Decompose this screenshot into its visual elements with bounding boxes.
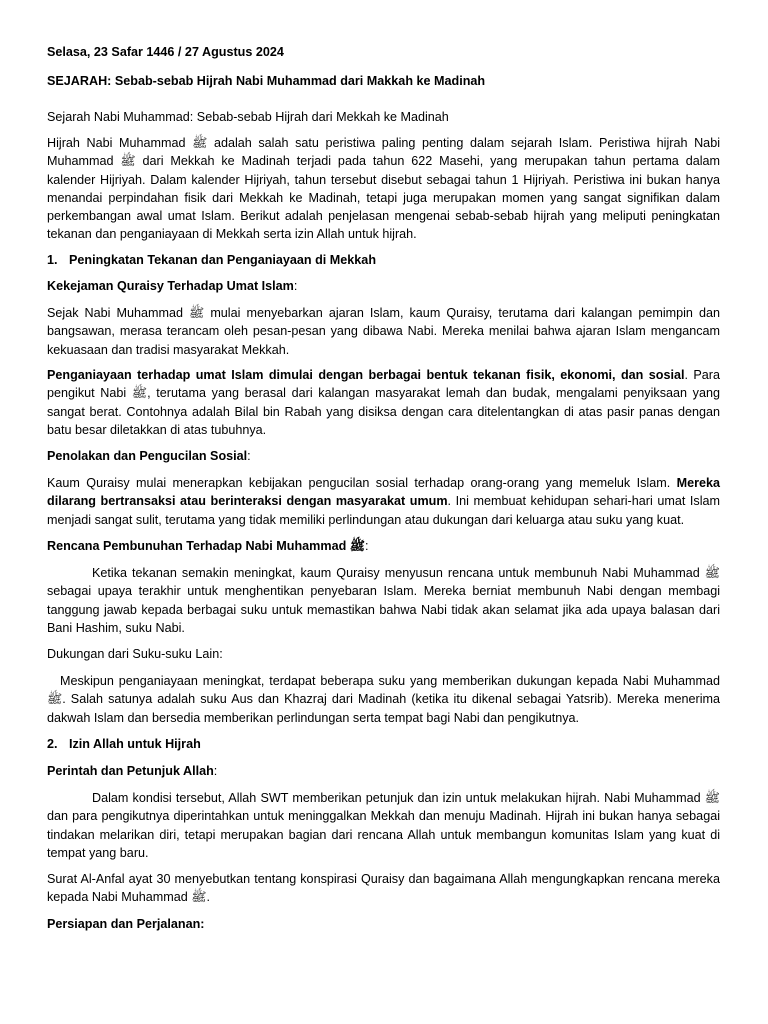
subheading-colon: : — [213, 764, 218, 778]
subheading-dukungan: Dukungan dari Suku-suku Lain: — [47, 647, 223, 661]
paragraph-penganiayaan-bold: Penganiayaan terhadap umat Islam dimulai dengan berbagai bentuk tekanan fisik, ekonomi, dan sosial — [47, 368, 685, 382]
subheading-rencana-text: Rencana Pembunuhan Terhadap Nabi Muhammad ﷺ — [47, 539, 365, 553]
paragraph-penolakan-bold: Mereka dilarang bertransaksi atau berinteraksi dengan masyarakat umum — [47, 476, 720, 509]
section-1-number: 1. — [47, 253, 58, 267]
paragraph-al-anfal: Surat Al-Anfal ayat 30 menyebutkan tentang konspirasi Quraisy dan bagaimana Allah mengungkapkan rencana mereka kepada Nabi Muhammad ﷺ. — [47, 872, 720, 905]
subheading-persiapan: Persiapan dan Perjalanan: — [47, 917, 205, 931]
subheading-penolakan-text: Penolakan dan Pengucilan Sosial — [47, 449, 248, 463]
subheading-perintah — [47, 762, 720, 780]
paragraph-penganiayaan — [47, 366, 720, 439]
paragraph-penolakan-rest: . Ini membuat kehidupan sehari-hari umat Islam menjadi sangat sulit, terutama yang tidak memiliki perlindungan atau dukungan dari keluarga atau suku yang kuat. — [47, 494, 720, 527]
subheading-colon: : — [365, 539, 369, 553]
section-2-number: 2. — [47, 737, 58, 751]
section-1-title: Peningkatan Tekanan dan Penganiayaan di Mekkah — [69, 253, 377, 267]
subheading-penolakan — [47, 447, 720, 465]
section-1-heading — [47, 251, 720, 269]
paragraph-penganiayaan-rest: . Para pengikut Nabi ﷺ, terutama yang berasal dari kalangan masyarakat lemah dan budak, mengalami penyiksaan yang sangat berat. Contohnya adalah Bilal bin Rabah yang disiksa dengan cara ditelentangkan di atas pasir panas dengan batu besar diletakkan di atas tubuhnya. — [47, 368, 720, 437]
subheading-colon: : — [293, 279, 298, 293]
paragraph-dukungan: Meskipun penganiayaan meningkat, terdapat beberapa suku yang memberikan dukungan kepada Nabi Muhammad ﷺ. Salah satunya adalah suku Aus dan Khazraj dari Madinah (ketika itu dikenal sebagai Yatsrib). Mereka menerima dakwah Islam dan bersedia memberikan perlindungan serta tempat bagi Nabi dan pengikutnya. — [47, 674, 720, 725]
paragraph-perintah: Dalam kondisi tersebut, Allah SWT memberikan petunjuk dan izin untuk melakukan hijrah. Nabi Muhammad ﷺ dan para pengikutnya diperintahkan untuk meninggalkan Mekkah dan menuju Madinah. Hijrah ini bukan hanya sebagai tindakan melarikan diri, tetapi merupakan bagian dari rencana Allah untuk membangun komunitas Islam yang kuat di tempat yang baru. — [47, 791, 720, 860]
subheading-colon: : — [247, 449, 251, 463]
intro-paragraph: Hijrah Nabi Muhammad ﷺ adalah salah satu peristiwa paling penting dalam sejarah Islam. Peristiwa hijrah Nabi Muhammad ﷺ dari Mekkah ke Madinah terjadi pada tahun 622 Masehi, yang merupakan tahun pertama dalam kalender Hijriyah. Dalam kalender Hijriyah, tahun tersebut disebut sebagai tahun 1 Hijriyah. Peristiwa ini bukan hanya menandai perpindahan fisik dari Mekkah ke Madinah, tetapi juga merupakan momen yang sangat signifikan dalam perkembangan awal umat Islam. Berikut adalah penjelasan mengenai sebab-sebab hijrah yang meliputi peningkatan tekanan dan penganiayaan di Mekkah serta izin Allah untuk hijrah. — [47, 136, 720, 242]
subheading-kekejaman — [47, 277, 720, 295]
subheading-perintah-text: Perintah dan Petunjuk Allah — [47, 764, 214, 778]
paragraph-penolakan — [47, 474, 720, 529]
section-2-heading — [47, 735, 720, 753]
paragraph-penolakan-start: Kaum Quraisy mulai menerapkan kebijakan pengucilan sosial terhadap orang-orang yang memeluk Islam. — [47, 476, 677, 490]
section-2-title: Izin Allah untuk Hijrah — [69, 737, 201, 751]
document-title: SEJARAH: Sebab-sebab Hijrah Nabi Muhammad dari Makkah ke Madinah — [47, 74, 486, 88]
paragraph-kekejaman: Sejak Nabi Muhammad ﷺ mulai menyebarkan ajaran Islam, kaum Quraisy, terutama dari kalangan pemimpin dan bangsawan, merasa terancam oleh pesan-pesan yang dibawa Nabi. Mereka menilai bahwa ajaran Islam mengancam kekuasaan dan tradisi masyarakat Mekkah. — [47, 306, 720, 357]
subheading-rencana — [47, 537, 720, 555]
subheading-kekejaman-text: Kekejaman Quraisy Terhadap Umat Islam — [47, 279, 294, 293]
document-subtitle: Sejarah Nabi Muhammad: Sebab-sebab Hijrah dari Mekkah ke Madinah — [47, 110, 449, 124]
paragraph-rencana: Ketika tekanan semakin meningkat, kaum Quraisy menyusun rencana untuk membunuh Nabi Muhammad ﷺ sebagai upaya terakhir untuk menghentikan penyebaran Islam. Mereka berniat membunuh Nabi dengan membagi tanggung jawab kepada berbagai suku untuk memastikan bahwa Nabi tidak akan selamat jika ada upaya balasan dari Bani Hashim, suku Nabi. — [47, 566, 720, 635]
date-line: Selasa, 23 Safar 1446 / 27 Agustus 2024 — [47, 45, 284, 59]
